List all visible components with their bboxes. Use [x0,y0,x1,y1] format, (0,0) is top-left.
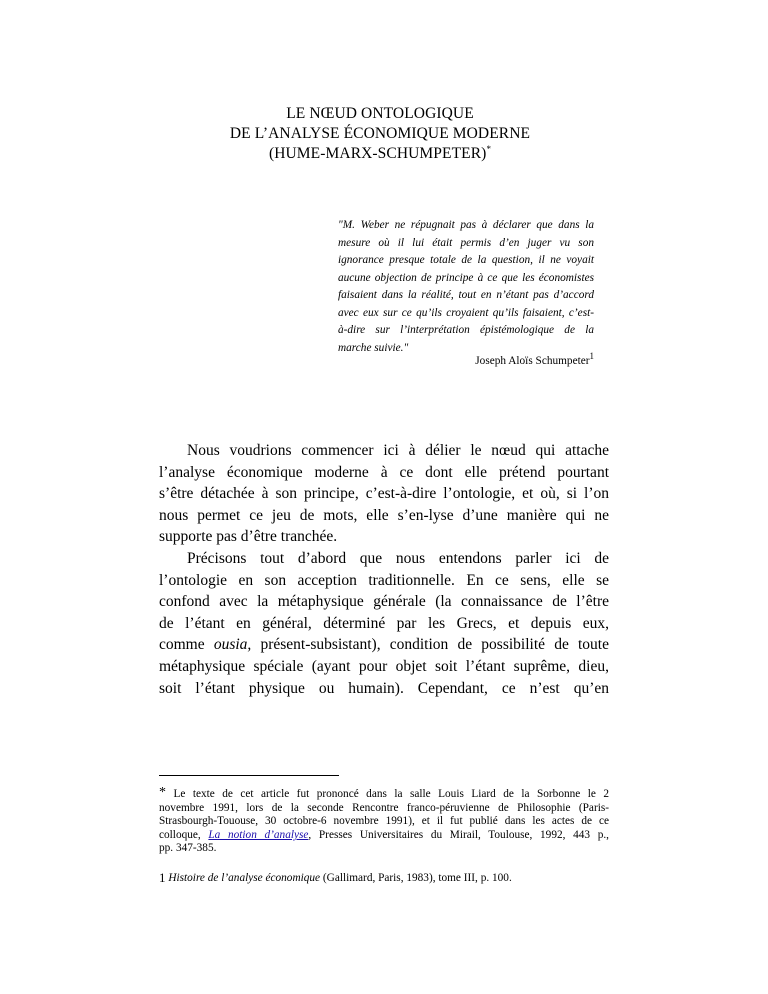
footnote-line: novembre 1991, lors de la seconde Rencontre franco-péruvienne de Philosophie (Paris- [159,801,609,814]
paragraph-line: de l’étant en général, déterminé par les Grecs, et depuis eux, [159,614,609,632]
epigraph-line: avec eux sur ce qu’ils croyaient qu’ils faisaient, c’est- [338,306,594,319]
footnote-line [159,785,609,802]
paragraph-line: Précisons tout d’abord que nous entendons parler ici de [187,549,609,567]
footnote-2 [159,869,609,886]
epigraph-quote [338,217,594,357]
ousia-term: ousia, [213,636,252,654]
epigraph-line: marche suivie." [338,341,409,354]
paragraph-line: l’ontologie en son acception traditionnelle. En ce sens, elle se [159,571,609,589]
footnote-text: colloque, [159,828,209,841]
title-footnote-marker[interactable]: * [486,143,492,154]
paragraph-line: l’analyse économique moderne à ce dont elle prétend pourtant [159,463,609,481]
paragraph-line: métaphysique spéciale (ayant pour objet soit l’étant suprême, dieu, [159,657,609,675]
epigraph-line: faisaient dans la réalité, tout en n’étant pas d’accord [338,289,594,301]
line-text: comme [159,636,214,654]
footnote-line: Strasbourgh-Tououse, 30 octobre-6 novembre 1991), et il fut publié dans les actes de ce [159,815,609,828]
book-title-link[interactable]: La notion d’analyse [208,828,309,841]
paragraph-line: soit l’étant physique ou humain). Cependant, ce n’est qu’en [159,679,609,697]
epigraph-line: "M. Weber ne répugnait pas à déclarer que dans la [338,219,594,231]
footnote-line: pp. 347-385. [159,842,217,855]
footnote-line [159,869,609,886]
title-line-3 [160,144,600,164]
paragraph-line: Nous voudrions commencer ici à délier le nœud qui attache [187,442,609,459]
paragraph-line: confond avec la métaphysique générale (la connaissance de l’être [159,593,609,611]
title-line-2: DE L’ANALYSE ÉCONOMIQUE MODERNE [229,125,531,142]
footnote-text: Le texte de cet article fut prononcé dans la salle Louis Liard de la Sorbonne le 2 [166,788,609,800]
paragraph-line: s’être détachée à son principe, c’est-à-dire l’ontologie, et où, si l’on [159,485,609,503]
epigraph-footnote-ref[interactable]: 1 [589,351,594,362]
epigraph-attribution [338,353,594,369]
epigraph-line: à-dire sur l’interprétation épistémologique de la [338,324,594,336]
title-line-1: LE NŒUD ONTOLOGIQUE [286,105,474,122]
epigraph-author: Joseph Aloïs Schumpeter [475,355,590,367]
title-line-3-text: (HUME-MARX-SCHUMPETER) [268,145,487,162]
footnote-separator [159,775,339,776]
body-text [159,440,609,699]
paragraph-line [159,634,609,656]
epigraph-line: mesure où il lui était permis d’en juger vu son [338,236,594,249]
epigraph-line: ignorance presque totale de la question, il ne voyait [338,254,594,266]
article-title [160,104,600,164]
paragraph-line: supporte pas d’être tranchée. [159,528,338,546]
footnote-2-marker: 1 [159,869,166,885]
footnote-1 [159,785,609,856]
footnote-text: , Presses Universitaires du Mirail, Toulouse, 1992, 443 p., [308,828,609,841]
epigraph-line: aucune objection de principe à ce que les économistes [338,271,594,284]
footnote-1-marker: * [159,785,166,800]
line-text: présent-subsistant), condition de possibilité de toute [251,636,609,654]
footnote-book-title: Histoire de l’analyse économique [168,871,321,884]
footnote-line [159,829,609,843]
footnote-text: (Gallimard, Paris, 1983), tome III, p. 100. [320,871,512,884]
footnotes [159,785,609,886]
paragraph-line: nous permet ce jeu de mots, elle s’en-lyse d’une manière qui ne [159,506,609,524]
